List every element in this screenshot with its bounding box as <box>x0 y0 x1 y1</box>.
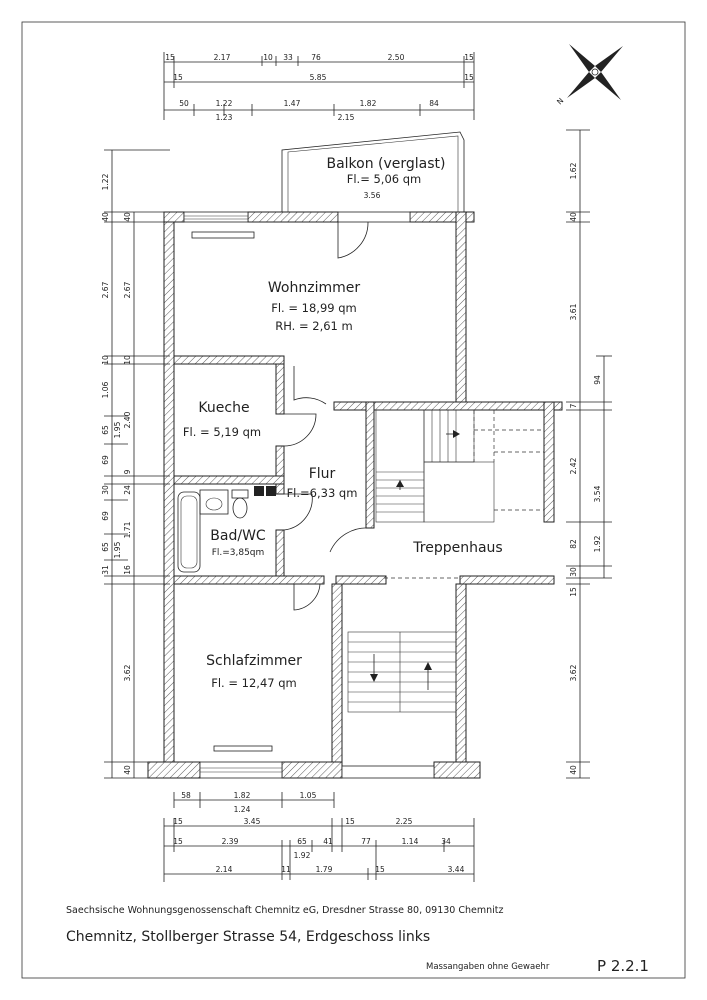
svg-text:1.24: 1.24 <box>233 805 251 814</box>
svg-text:65: 65 <box>297 837 307 846</box>
svg-text:2.42: 2.42 <box>569 457 578 475</box>
balkon-width: 3.56 <box>363 191 381 200</box>
dims-right-outer <box>569 162 578 774</box>
svg-text:69: 69 <box>101 511 110 521</box>
svg-text:1.05: 1.05 <box>299 791 317 800</box>
svg-text:1.82: 1.82 <box>233 791 251 800</box>
svg-text:3.54: 3.54 <box>593 485 602 503</box>
svg-text:1.22: 1.22 <box>101 173 110 191</box>
kueche-name: Kueche <box>198 400 250 416</box>
svg-text:2.40: 2.40 <box>123 411 132 429</box>
svg-text:7: 7 <box>569 403 578 409</box>
svg-text:3.62: 3.62 <box>123 664 132 682</box>
svg-text:1.95: 1.95 <box>113 421 122 439</box>
flur-area: Fl.=6,33 qm <box>286 486 358 500</box>
address-line: Chemnitz, Stollberger Strasse 54, Erdgeschoss links <box>66 929 431 945</box>
room-schlafzimmer <box>206 653 302 690</box>
room-treppenhaus <box>412 540 502 556</box>
svg-text:69: 69 <box>101 455 110 465</box>
svg-text:15: 15 <box>375 865 385 874</box>
svg-text:2.15: 2.15 <box>337 113 355 122</box>
dims-top <box>165 53 474 122</box>
dims-left-mid <box>113 421 122 558</box>
svg-text:2.14: 2.14 <box>215 865 233 874</box>
dims-left-outer <box>101 173 110 574</box>
compass-label: N <box>555 96 566 107</box>
svg-text:2.67: 2.67 <box>101 281 110 299</box>
svg-text:1.79: 1.79 <box>315 865 333 874</box>
svg-text:15: 15 <box>173 837 183 846</box>
svg-text:77: 77 <box>361 837 371 846</box>
svg-text:1.14: 1.14 <box>401 837 419 846</box>
svg-text:2.39: 2.39 <box>221 837 239 846</box>
flur-name: Flur <box>308 466 336 482</box>
svg-text:30: 30 <box>569 567 578 577</box>
svg-text:1.06: 1.06 <box>101 381 110 399</box>
svg-text:40: 40 <box>569 212 578 222</box>
svg-text:16: 16 <box>123 565 132 575</box>
svg-text:15: 15 <box>165 53 175 62</box>
svg-text:15: 15 <box>464 53 474 62</box>
svg-text:2.25: 2.25 <box>395 817 413 826</box>
svg-text:31: 31 <box>101 565 110 575</box>
svg-text:40: 40 <box>101 212 110 222</box>
svg-text:15: 15 <box>569 587 578 597</box>
wohnzimmer-name: Wohnzimmer <box>267 280 361 296</box>
svg-text:10: 10 <box>101 355 110 365</box>
svg-text:9: 9 <box>123 469 132 475</box>
treppenhaus-name: Treppenhaus <box>413 540 503 556</box>
svg-text:5.85: 5.85 <box>309 73 327 82</box>
bad-area: Fl.=3,85qm <box>211 548 265 558</box>
svg-text:58: 58 <box>181 791 191 800</box>
bad-name: Bad/WC <box>210 528 266 544</box>
schlafzimmer-area: Fl. = 12,47 qm <box>211 676 297 690</box>
svg-text:24: 24 <box>123 485 132 495</box>
room-bad <box>210 528 266 558</box>
svg-text:1.92: 1.92 <box>593 535 602 553</box>
page-number: P 2.2.1 <box>597 957 649 975</box>
svg-text:65: 65 <box>101 425 110 435</box>
svg-text:2.67: 2.67 <box>123 281 132 299</box>
svg-text:50: 50 <box>179 99 189 108</box>
svg-text:15: 15 <box>173 73 183 82</box>
balkon-area: Fl.= 5,06 qm <box>346 172 422 186</box>
svg-text:10: 10 <box>263 53 273 62</box>
svg-text:3.45: 3.45 <box>243 817 261 826</box>
svg-text:15: 15 <box>173 817 183 826</box>
disclaimer: Massangaben ohne Gewaehr <box>426 962 550 972</box>
svg-text:94: 94 <box>593 375 602 385</box>
kueche-area: Fl. = 5,19 qm <box>182 425 262 439</box>
svg-text:15: 15 <box>464 73 474 82</box>
svg-text:11: 11 <box>281 865 291 874</box>
svg-text:1.23: 1.23 <box>215 113 233 122</box>
svg-text:1.92: 1.92 <box>293 851 311 860</box>
svg-text:3.44: 3.44 <box>447 865 465 874</box>
dims-left-inner <box>123 212 132 775</box>
footer <box>66 905 649 975</box>
schlafzimmer-name: Schlafzimmer <box>206 653 302 669</box>
room-flur <box>287 466 358 500</box>
svg-text:1.82: 1.82 <box>359 99 377 108</box>
svg-text:82: 82 <box>569 539 578 549</box>
svg-text:2.50: 2.50 <box>387 53 405 62</box>
svg-text:40: 40 <box>123 765 132 775</box>
svg-text:40: 40 <box>123 212 132 222</box>
svg-text:2.17: 2.17 <box>213 53 231 62</box>
svg-text:3.61: 3.61 <box>569 303 578 321</box>
staircase-lower <box>348 632 456 712</box>
company-line: Saechsische Wohnungsgenossenschaft Chemnitz eG, Dresdner Strasse 80, 09130 Chemnitz <box>66 905 504 916</box>
svg-text:41: 41 <box>323 837 333 846</box>
wohnzimmer-area: Fl. = 18,99 qm <box>271 301 357 315</box>
svg-text:1.62: 1.62 <box>569 162 578 180</box>
svg-text:1.22: 1.22 <box>215 99 233 108</box>
svg-text:1.71: 1.71 <box>123 521 132 539</box>
svg-text:10: 10 <box>123 355 132 365</box>
wohnzimmer-height: RH. = 2,61 m <box>275 319 353 333</box>
svg-text:1.47: 1.47 <box>283 99 301 108</box>
svg-text:1.95: 1.95 <box>113 541 122 559</box>
balkon-name: Balkon (verglast) <box>326 156 446 172</box>
svg-text:15: 15 <box>345 817 355 826</box>
svg-text:84: 84 <box>429 99 439 108</box>
room-wohnzimmer <box>268 280 360 333</box>
svg-text:76: 76 <box>311 53 321 62</box>
room-balkon <box>326 156 445 200</box>
svg-text:40: 40 <box>569 765 578 775</box>
svg-text:30: 30 <box>101 485 110 495</box>
svg-text:33: 33 <box>283 53 293 62</box>
dims-bottom <box>173 791 464 874</box>
svg-text:65: 65 <box>101 542 110 552</box>
compass-icon <box>567 44 623 100</box>
svg-text:3.62: 3.62 <box>569 664 578 682</box>
svg-text:34: 34 <box>441 837 451 846</box>
room-kueche <box>183 400 261 439</box>
